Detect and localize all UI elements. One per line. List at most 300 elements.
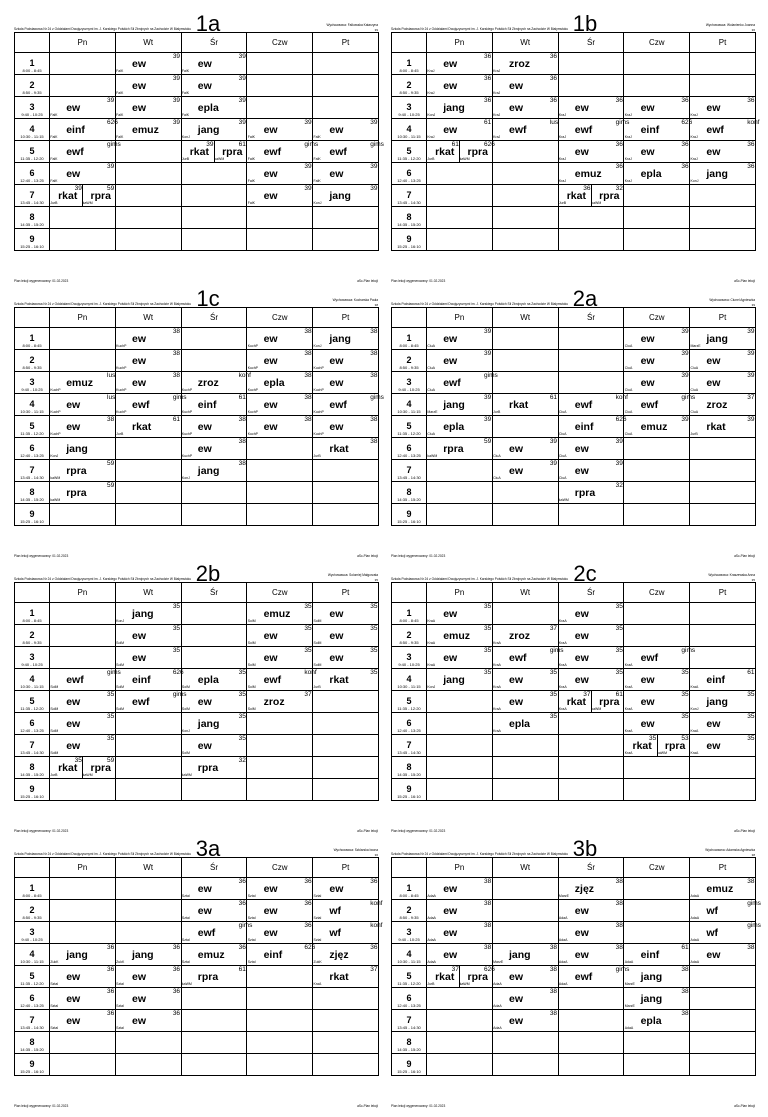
lesson-cell[interactable] [558, 229, 624, 251]
lesson-cell[interactable] [115, 350, 181, 372]
lesson-cell[interactable] [558, 988, 624, 1010]
lesson-cell[interactable] [247, 163, 313, 185]
lesson-cell[interactable] [492, 119, 558, 141]
lesson-cell[interactable] [313, 669, 379, 691]
lesson-cell[interactable] [115, 119, 181, 141]
lesson-cell[interactable] [558, 504, 624, 526]
lesson-cell[interactable] [690, 713, 756, 735]
lesson-cell[interactable] [50, 713, 116, 735]
lesson-cell[interactable] [247, 1010, 313, 1032]
lesson-cell[interactable] [624, 350, 690, 372]
lesson-cell[interactable] [492, 757, 558, 779]
lesson-cell[interactable] [313, 185, 379, 207]
lesson-cell[interactable] [50, 625, 116, 647]
lesson-cell[interactable] [624, 119, 693, 141]
lesson-cell[interactable] [50, 735, 116, 757]
lesson-cell[interactable] [624, 900, 690, 922]
lesson-cell[interactable] [690, 229, 756, 251]
lesson-cell[interactable] [50, 757, 116, 779]
lesson-cell[interactable] [624, 97, 690, 119]
lesson-cell[interactable] [558, 141, 624, 163]
lesson-cell[interactable] [50, 141, 121, 163]
lesson-cell[interactable] [558, 372, 624, 394]
lesson-cell[interactable] [181, 163, 247, 185]
lesson-cell[interactable] [690, 669, 756, 691]
lesson-cell[interactable] [690, 647, 756, 669]
lesson-cell[interactable] [181, 141, 247, 163]
lesson-cell[interactable] [115, 691, 187, 713]
lesson-cell[interactable] [313, 504, 379, 526]
lesson-cell[interactable] [115, 625, 181, 647]
lesson-cell[interactable] [115, 372, 181, 394]
lesson-cell[interactable] [427, 878, 493, 900]
lesson-cell[interactable] [50, 482, 116, 504]
lesson-cell[interactable] [427, 922, 493, 944]
lesson-cell[interactable] [313, 460, 379, 482]
lesson-cell[interactable] [558, 350, 624, 372]
lesson-cell[interactable] [181, 350, 247, 372]
lesson-cell[interactable] [313, 647, 379, 669]
lesson-cell[interactable] [247, 735, 313, 757]
lesson-cell[interactable] [690, 878, 756, 900]
lesson-cell[interactable] [427, 988, 493, 1010]
lesson-cell[interactable] [427, 757, 493, 779]
lesson-cell[interactable] [115, 185, 181, 207]
lesson-cell[interactable] [690, 504, 756, 526]
lesson-cell[interactable] [624, 185, 690, 207]
lesson-cell[interactable] [492, 647, 564, 669]
lesson-cell[interactable] [313, 735, 379, 757]
lesson-cell[interactable] [181, 97, 247, 119]
lesson-cell[interactable] [690, 944, 756, 966]
lesson-cell[interactable] [624, 141, 690, 163]
lesson-cell[interactable] [313, 922, 383, 944]
lesson-cell[interactable] [492, 603, 558, 625]
lesson-cell[interactable] [558, 416, 627, 438]
lesson-cell[interactable] [247, 97, 313, 119]
lesson-cell[interactable] [115, 394, 187, 416]
lesson-cell[interactable] [50, 207, 116, 229]
lesson-cell[interactable] [427, 625, 493, 647]
lesson-cell[interactable] [624, 691, 690, 713]
lesson-cell[interactable] [427, 163, 493, 185]
lesson-cell[interactable] [115, 482, 181, 504]
lesson-cell[interactable] [313, 416, 379, 438]
lesson-cell[interactable] [558, 119, 630, 141]
lesson-cell[interactable] [492, 713, 558, 735]
lesson-cell[interactable] [690, 1010, 756, 1032]
lesson-cell[interactable] [558, 1010, 624, 1032]
lesson-cell[interactable] [558, 207, 624, 229]
lesson-cell[interactable] [690, 75, 756, 97]
lesson-cell[interactable] [624, 878, 690, 900]
lesson-cell[interactable] [492, 735, 558, 757]
lesson-cell[interactable] [181, 1054, 247, 1076]
lesson-cell[interactable] [492, 53, 558, 75]
lesson-cell[interactable] [427, 1032, 493, 1054]
lesson-cell[interactable] [181, 669, 247, 691]
lesson-cell[interactable] [50, 350, 116, 372]
lesson-cell[interactable] [492, 1032, 558, 1054]
lesson-cell[interactable] [313, 988, 379, 1010]
lesson-cell[interactable] [690, 97, 756, 119]
lesson-cell[interactable] [690, 625, 756, 647]
lesson-cell[interactable] [247, 350, 313, 372]
lesson-cell[interactable] [247, 416, 313, 438]
lesson-cell[interactable] [50, 53, 116, 75]
lesson-cell[interactable] [313, 779, 379, 801]
lesson-cell[interactable] [115, 922, 181, 944]
lesson-cell[interactable] [247, 460, 313, 482]
lesson-cell[interactable] [115, 779, 181, 801]
lesson-cell[interactable] [427, 75, 493, 97]
lesson-cell[interactable] [492, 966, 558, 988]
lesson-cell[interactable] [313, 207, 379, 229]
lesson-cell[interactable] [247, 1054, 313, 1076]
lesson-cell[interactable] [50, 922, 116, 944]
lesson-cell[interactable] [558, 669, 624, 691]
lesson-cell[interactable] [558, 922, 624, 944]
lesson-cell[interactable] [50, 229, 116, 251]
lesson-cell[interactable] [181, 53, 247, 75]
lesson-cell[interactable] [181, 438, 247, 460]
lesson-cell[interactable] [313, 1054, 379, 1076]
lesson-cell[interactable] [492, 1054, 558, 1076]
lesson-cell[interactable] [427, 438, 493, 460]
lesson-cell[interactable] [690, 603, 756, 625]
lesson-cell[interactable] [624, 416, 690, 438]
lesson-cell[interactable] [181, 416, 247, 438]
lesson-cell[interactable] [558, 691, 624, 713]
lesson-cell[interactable] [181, 75, 247, 97]
lesson-cell[interactable] [690, 482, 756, 504]
lesson-cell[interactable] [181, 900, 247, 922]
lesson-cell[interactable] [50, 878, 116, 900]
lesson-cell[interactable] [624, 207, 690, 229]
lesson-cell[interactable] [313, 713, 379, 735]
lesson-cell[interactable] [624, 647, 696, 669]
lesson-cell[interactable] [492, 669, 558, 691]
lesson-cell[interactable] [313, 878, 379, 900]
lesson-cell[interactable] [624, 944, 690, 966]
lesson-cell[interactable] [50, 779, 116, 801]
lesson-cell[interactable] [313, 350, 379, 372]
lesson-cell[interactable] [427, 141, 493, 163]
lesson-cell[interactable] [427, 185, 493, 207]
lesson-cell[interactable] [624, 735, 690, 757]
lesson-cell[interactable] [115, 229, 181, 251]
lesson-cell[interactable] [427, 944, 493, 966]
lesson-cell[interactable] [181, 394, 247, 416]
lesson-cell[interactable] [558, 735, 624, 757]
lesson-cell[interactable] [558, 460, 624, 482]
lesson-cell[interactable] [115, 647, 181, 669]
lesson-cell[interactable] [50, 97, 116, 119]
lesson-cell[interactable] [247, 779, 313, 801]
lesson-cell[interactable] [492, 328, 558, 350]
lesson-cell[interactable] [115, 735, 181, 757]
lesson-cell[interactable] [247, 691, 313, 713]
lesson-cell[interactable] [247, 75, 313, 97]
lesson-cell[interactable] [427, 647, 493, 669]
lesson-cell[interactable] [427, 97, 493, 119]
lesson-cell[interactable] [181, 119, 247, 141]
lesson-cell[interactable] [181, 944, 247, 966]
lesson-cell[interactable] [427, 1054, 493, 1076]
lesson-cell[interactable] [115, 53, 181, 75]
lesson-cell[interactable] [492, 779, 558, 801]
lesson-cell[interactable] [492, 207, 558, 229]
lesson-cell[interactable] [181, 328, 247, 350]
lesson-cell[interactable] [313, 141, 384, 163]
lesson-cell[interactable] [427, 504, 493, 526]
lesson-cell[interactable] [558, 163, 624, 185]
lesson-cell[interactable] [247, 757, 313, 779]
lesson-cell[interactable] [624, 328, 690, 350]
lesson-cell[interactable] [115, 1054, 181, 1076]
lesson-cell[interactable] [181, 504, 247, 526]
lesson-cell[interactable] [427, 603, 493, 625]
lesson-cell[interactable] [558, 53, 624, 75]
lesson-cell[interactable] [492, 460, 558, 482]
lesson-cell[interactable] [492, 922, 558, 944]
lesson-cell[interactable] [624, 757, 690, 779]
lesson-cell[interactable] [50, 460, 116, 482]
lesson-cell[interactable] [50, 328, 116, 350]
lesson-cell[interactable] [115, 713, 181, 735]
lesson-cell[interactable] [50, 163, 116, 185]
lesson-cell[interactable] [624, 229, 690, 251]
lesson-cell[interactable] [313, 603, 379, 625]
lesson-cell[interactable] [50, 185, 116, 207]
lesson-cell[interactable] [115, 460, 181, 482]
lesson-cell[interactable] [115, 97, 181, 119]
lesson-cell[interactable] [690, 372, 756, 394]
lesson-cell[interactable] [624, 504, 690, 526]
lesson-cell[interactable] [181, 735, 247, 757]
lesson-cell[interactable] [624, 1010, 690, 1032]
lesson-cell[interactable] [313, 691, 379, 713]
lesson-cell[interactable] [115, 988, 181, 1010]
lesson-cell[interactable] [492, 229, 558, 251]
lesson-cell[interactable] [247, 185, 313, 207]
lesson-cell[interactable] [427, 669, 493, 691]
lesson-cell[interactable] [624, 625, 690, 647]
lesson-cell[interactable] [690, 691, 756, 713]
lesson-cell[interactable] [558, 97, 624, 119]
lesson-cell[interactable] [313, 163, 379, 185]
lesson-cell[interactable] [492, 75, 558, 97]
lesson-cell[interactable] [181, 185, 247, 207]
lesson-cell[interactable] [313, 394, 384, 416]
lesson-cell[interactable] [313, 966, 379, 988]
lesson-cell[interactable] [427, 207, 493, 229]
lesson-cell[interactable] [50, 416, 116, 438]
lesson-cell[interactable] [690, 779, 756, 801]
lesson-cell[interactable] [247, 647, 313, 669]
lesson-cell[interactable] [427, 119, 493, 141]
lesson-cell[interactable] [181, 647, 247, 669]
lesson-cell[interactable] [115, 416, 181, 438]
lesson-cell[interactable] [115, 504, 181, 526]
lesson-cell[interactable] [690, 350, 756, 372]
lesson-cell[interactable] [50, 1032, 116, 1054]
lesson-cell[interactable] [427, 691, 493, 713]
lesson-cell[interactable] [690, 1054, 756, 1076]
lesson-cell[interactable] [181, 482, 247, 504]
lesson-cell[interactable] [50, 988, 116, 1010]
lesson-cell[interactable] [115, 141, 181, 163]
lesson-cell[interactable] [492, 878, 558, 900]
lesson-cell[interactable] [427, 900, 493, 922]
lesson-cell[interactable] [313, 625, 379, 647]
lesson-cell[interactable] [492, 97, 558, 119]
lesson-cell[interactable] [558, 647, 624, 669]
lesson-cell[interactable] [427, 328, 493, 350]
lesson-cell[interactable] [181, 966, 247, 988]
lesson-cell[interactable] [115, 207, 181, 229]
lesson-cell[interactable] [115, 438, 181, 460]
lesson-cell[interactable] [558, 713, 624, 735]
lesson-cell[interactable] [427, 460, 493, 482]
lesson-cell[interactable] [624, 1054, 690, 1076]
lesson-cell[interactable] [624, 713, 690, 735]
lesson-cell[interactable] [247, 504, 313, 526]
lesson-cell[interactable] [690, 1032, 756, 1054]
lesson-cell[interactable] [247, 944, 316, 966]
lesson-cell[interactable] [690, 163, 756, 185]
lesson-cell[interactable] [247, 625, 313, 647]
lesson-cell[interactable] [115, 163, 181, 185]
lesson-cell[interactable] [427, 1010, 493, 1032]
lesson-cell[interactable] [115, 669, 184, 691]
lesson-cell[interactable] [558, 75, 624, 97]
lesson-cell[interactable] [181, 1032, 247, 1054]
lesson-cell[interactable] [558, 878, 624, 900]
lesson-cell[interactable] [492, 988, 558, 1010]
lesson-cell[interactable] [247, 438, 313, 460]
lesson-cell[interactable] [624, 438, 690, 460]
lesson-cell[interactable] [313, 1010, 379, 1032]
lesson-cell[interactable] [624, 163, 690, 185]
lesson-cell[interactable] [313, 229, 379, 251]
lesson-cell[interactable] [247, 922, 313, 944]
lesson-cell[interactable] [427, 779, 493, 801]
lesson-cell[interactable] [492, 350, 558, 372]
lesson-cell[interactable] [50, 647, 116, 669]
lesson-cell[interactable] [50, 691, 116, 713]
lesson-cell[interactable] [50, 394, 116, 416]
lesson-cell[interactable] [624, 460, 690, 482]
lesson-cell[interactable] [427, 372, 498, 394]
lesson-cell[interactable] [624, 669, 690, 691]
lesson-cell[interactable] [181, 1010, 247, 1032]
lesson-cell[interactable] [624, 966, 690, 988]
lesson-cell[interactable] [50, 372, 116, 394]
lesson-cell[interactable] [690, 438, 756, 460]
lesson-cell[interactable] [492, 691, 558, 713]
lesson-cell[interactable] [181, 988, 247, 1010]
lesson-cell[interactable] [50, 438, 116, 460]
lesson-cell[interactable] [690, 328, 756, 350]
lesson-cell[interactable] [50, 504, 116, 526]
lesson-cell[interactable] [247, 372, 313, 394]
lesson-cell[interactable] [492, 185, 558, 207]
lesson-cell[interactable] [247, 328, 313, 350]
lesson-cell[interactable] [558, 603, 624, 625]
lesson-cell[interactable] [624, 603, 690, 625]
lesson-cell[interactable] [313, 438, 379, 460]
lesson-cell[interactable] [115, 757, 181, 779]
lesson-cell[interactable] [313, 119, 379, 141]
lesson-cell[interactable] [115, 944, 181, 966]
lesson-cell[interactable] [558, 757, 624, 779]
lesson-cell[interactable] [492, 900, 558, 922]
lesson-cell[interactable] [50, 119, 116, 141]
lesson-cell[interactable] [427, 482, 493, 504]
lesson-cell[interactable] [115, 878, 181, 900]
lesson-cell[interactable] [247, 1032, 313, 1054]
lesson-cell[interactable] [624, 394, 696, 416]
lesson-cell[interactable] [690, 394, 756, 416]
lesson-cell[interactable] [313, 757, 379, 779]
lesson-cell[interactable] [558, 900, 624, 922]
lesson-cell[interactable] [181, 229, 247, 251]
lesson-cell[interactable] [427, 713, 493, 735]
lesson-cell[interactable] [313, 482, 379, 504]
lesson-cell[interactable] [181, 625, 247, 647]
lesson-cell[interactable] [313, 53, 379, 75]
lesson-cell[interactable] [558, 1032, 624, 1054]
lesson-cell[interactable] [181, 779, 247, 801]
lesson-cell[interactable] [558, 625, 624, 647]
lesson-cell[interactable] [492, 372, 558, 394]
lesson-cell[interactable] [492, 394, 558, 416]
lesson-cell[interactable] [558, 779, 624, 801]
lesson-cell[interactable] [50, 900, 116, 922]
lesson-cell[interactable] [624, 53, 690, 75]
lesson-cell[interactable] [50, 603, 116, 625]
lesson-cell[interactable] [115, 900, 181, 922]
lesson-cell[interactable] [690, 119, 760, 141]
lesson-cell[interactable] [247, 988, 313, 1010]
lesson-cell[interactable] [690, 966, 756, 988]
lesson-cell[interactable] [624, 1032, 690, 1054]
lesson-cell[interactable] [558, 185, 624, 207]
lesson-cell[interactable] [690, 900, 761, 922]
lesson-cell[interactable] [115, 603, 181, 625]
lesson-cell[interactable] [181, 691, 247, 713]
lesson-cell[interactable] [247, 394, 313, 416]
lesson-cell[interactable] [492, 416, 558, 438]
lesson-cell[interactable] [181, 713, 247, 735]
lesson-cell[interactable] [115, 328, 181, 350]
lesson-cell[interactable] [690, 207, 756, 229]
lesson-cell[interactable] [181, 603, 247, 625]
lesson-cell[interactable] [247, 713, 313, 735]
lesson-cell[interactable] [690, 185, 756, 207]
lesson-cell[interactable] [50, 1010, 116, 1032]
lesson-cell[interactable] [427, 416, 493, 438]
lesson-cell[interactable] [247, 119, 313, 141]
lesson-cell[interactable] [313, 372, 379, 394]
lesson-cell[interactable] [247, 53, 313, 75]
lesson-cell[interactable] [181, 460, 247, 482]
lesson-cell[interactable] [624, 482, 690, 504]
lesson-cell[interactable] [624, 372, 690, 394]
lesson-cell[interactable] [115, 966, 181, 988]
lesson-cell[interactable] [492, 482, 558, 504]
